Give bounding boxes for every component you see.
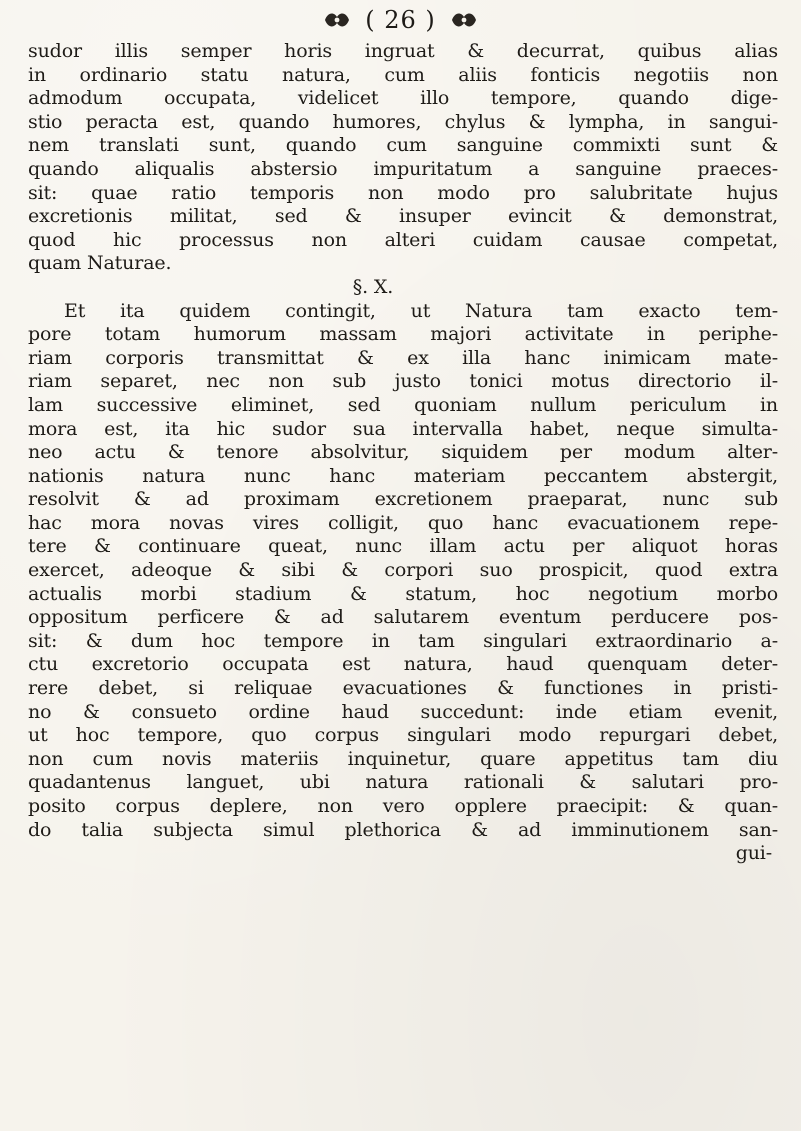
text-line: riam corporis transmittat & ex illa hanc inimicam mate- [28,346,778,369]
text-line: no & consueto ordine haud succedunt: inde etiam evenit, [28,700,778,723]
text-line: lam successive eliminet, sed quoniam nullum periculum in [28,393,778,416]
text-line: non cum novis materiis inquinetur, quare appetitus tam diu [28,747,778,770]
text-line: riam separet, nec non sub justo tonici motus directorio il- [28,370,778,393]
text-line: quadantenus languet, ubi natura rationali & salutari pro- [28,771,778,794]
text-line: oppositum perficere & ad salutarem eventum perducere pos- [28,606,778,629]
text-line: do talia subjecta simul plethorica & ad imminutionem san- [28,818,778,841]
catchword: gui- [735,842,772,865]
section-heading: §. X. [352,275,394,298]
text-line: stio peracta est, quando humores, chylus & lympha, in sangui- [28,110,778,133]
text-line: exercet, adeoque & sibi & corpori suo prospicit, quod extra [28,559,778,582]
text-line: actualis morbi stadium & statum, hoc negotium morbo [28,582,778,605]
ornament-right-icon [449,9,479,31]
text-line: quam Naturae. [28,252,172,275]
ornament-left-icon [322,9,352,31]
text-line: pore totam humorum massam majori activitate in periphe- [28,323,778,346]
text-line: quod hic processus non alteri cuidam causae competat, [28,228,778,251]
text-line: ctu excretorio occupata est natura, haud quenquam deter- [28,653,778,676]
text-line: Et ita quidem contingit, ut Natura tam exacto tem- [64,299,778,322]
text-line: tere & continuare queat, nunc illam actu per aliquot horas [28,535,778,558]
body-text [28,40,778,866]
text-line: hac mora novas vires colligit, quo hanc evacuationem repe- [28,511,778,534]
text-line: nationis natura nunc hanc materiam peccantem abstergit, [28,464,778,487]
text-line: mora est, ita hic sudor sua intervalla habet, neque simulta- [28,417,778,440]
text-line: sudor illis semper horis ingruat & decurrat, quibus alias [28,40,778,62]
text-line: neo actu & tenore absolvitur, siquidem per modum alter- [28,441,778,464]
text-line: nem translati sunt, quando cum sanguine commixti sunt & [28,134,778,157]
text-line: quando aliqualis abstersio impuritatum a sanguine praeces- [28,157,778,180]
text-line: resolvit & ad proximam excretionem praeparat, nunc sub [28,488,778,511]
text-line: in ordinario statu natura, cum aliis fonticis negotiis non [28,63,778,86]
page-number: ( 26 ) [365,6,436,34]
text-line: sit: quae ratio temporis non modo pro salubritate hujus [28,181,778,204]
page-header [0,6,801,36]
text-line: rere debet, si reliquae evacuationes & functiones in pristi- [28,677,778,700]
text-line: posito corpus deplere, non vero opplere praecipit: & quan- [28,795,778,817]
text-line: sit: & dum hoc tempore in tam singulari extraordinario a- [28,629,778,652]
text-line: admodum occupata, videlicet illo tempore, quando dige- [28,87,778,110]
text-line: ut hoc tempore, quo corpus singulari modo repurgari debet, [28,724,778,747]
text-line: excretionis militat, sed & insuper evincit & demonstrat, [28,205,778,228]
